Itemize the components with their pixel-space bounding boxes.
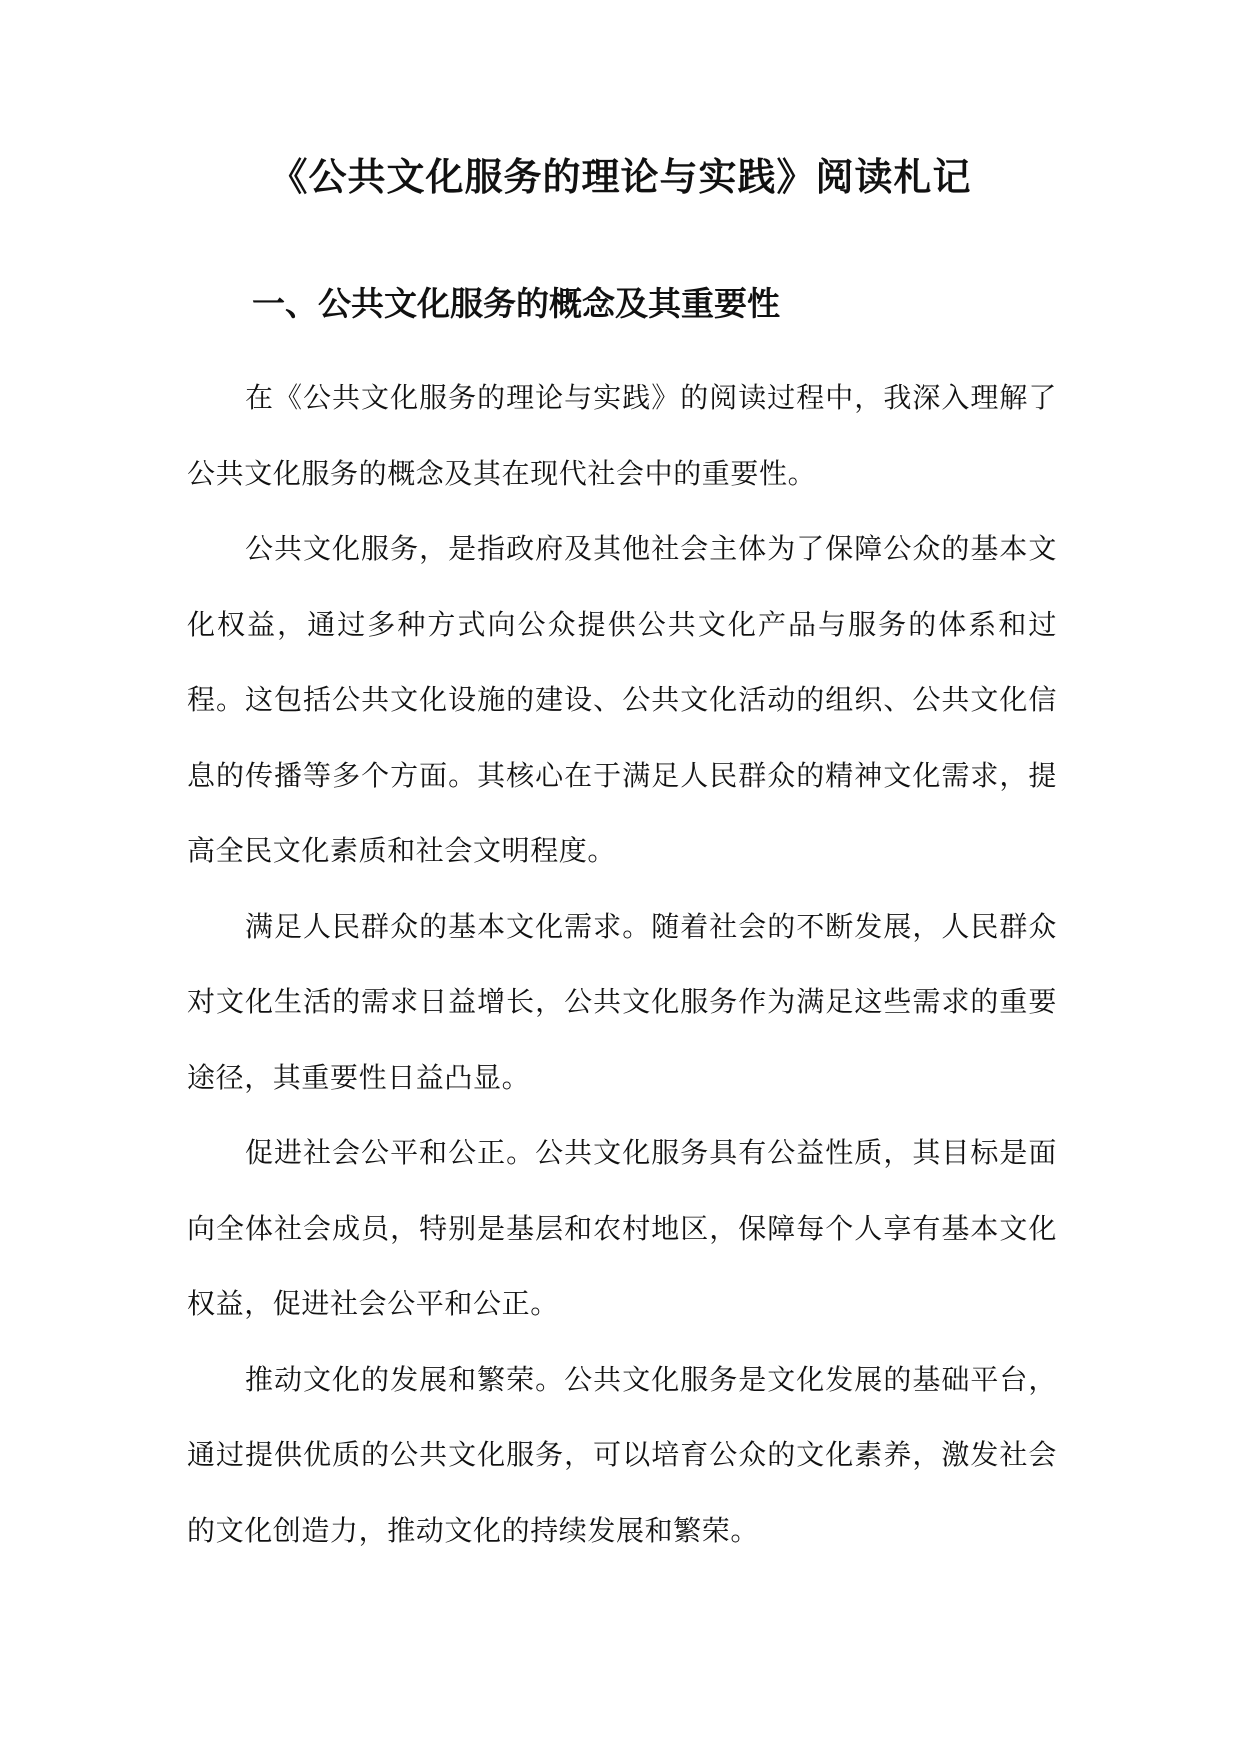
section-heading: 一、公共文化服务的概念及其重要性 — [252, 284, 780, 323]
paragraph-cultural-prosperity: 推动文化的发展和繁荣。公共文化服务是文化发展的基础平台，通过提供优质的公共文化服务，可以培育公众的文化素养，激发社会的文化创造力，推动文化的持续发展和繁荣。 — [187, 1362, 1057, 1547]
paragraph-cultural-needs: 满足人民群众的基本文化需求。随着社会的不断发展，人民群众对文化生活的需求日益增长，公共文化服务作为满足这些需求的重要途径，其重要性日益凸显。 — [187, 909, 1057, 1094]
document-body — [187, 360, 1057, 1568]
paragraph-intro: 在《公共文化服务的理论与实践》的阅读过程中，我深入理解了公共文化服务的概念及其在现代社会中的重要性。 — [187, 381, 1057, 490]
paragraph-definition: 公共文化服务，是指政府及其他社会主体为了保障公众的基本文化权益，通过多种方式向公众提供公共文化产品与服务的体系和过程。这包括公共文化设施的建设、公共文化活动的组织、公共文化信息的传播等多个方面。其核心在于满足人民群众的精神文化需求，提高全民文化素质和社会文明程度。 — [187, 532, 1057, 867]
paragraph-social-fairness: 促进社会公平和公正。公共文化服务具有公益性质，其目标是面向全体社会成员，特别是基层和农村地区，保障每个人享有基本文化权益，促进社会公平和公正。 — [187, 1136, 1057, 1320]
document-title: 《公共文化服务的理论与实践》阅读札记 — [269, 155, 972, 199]
